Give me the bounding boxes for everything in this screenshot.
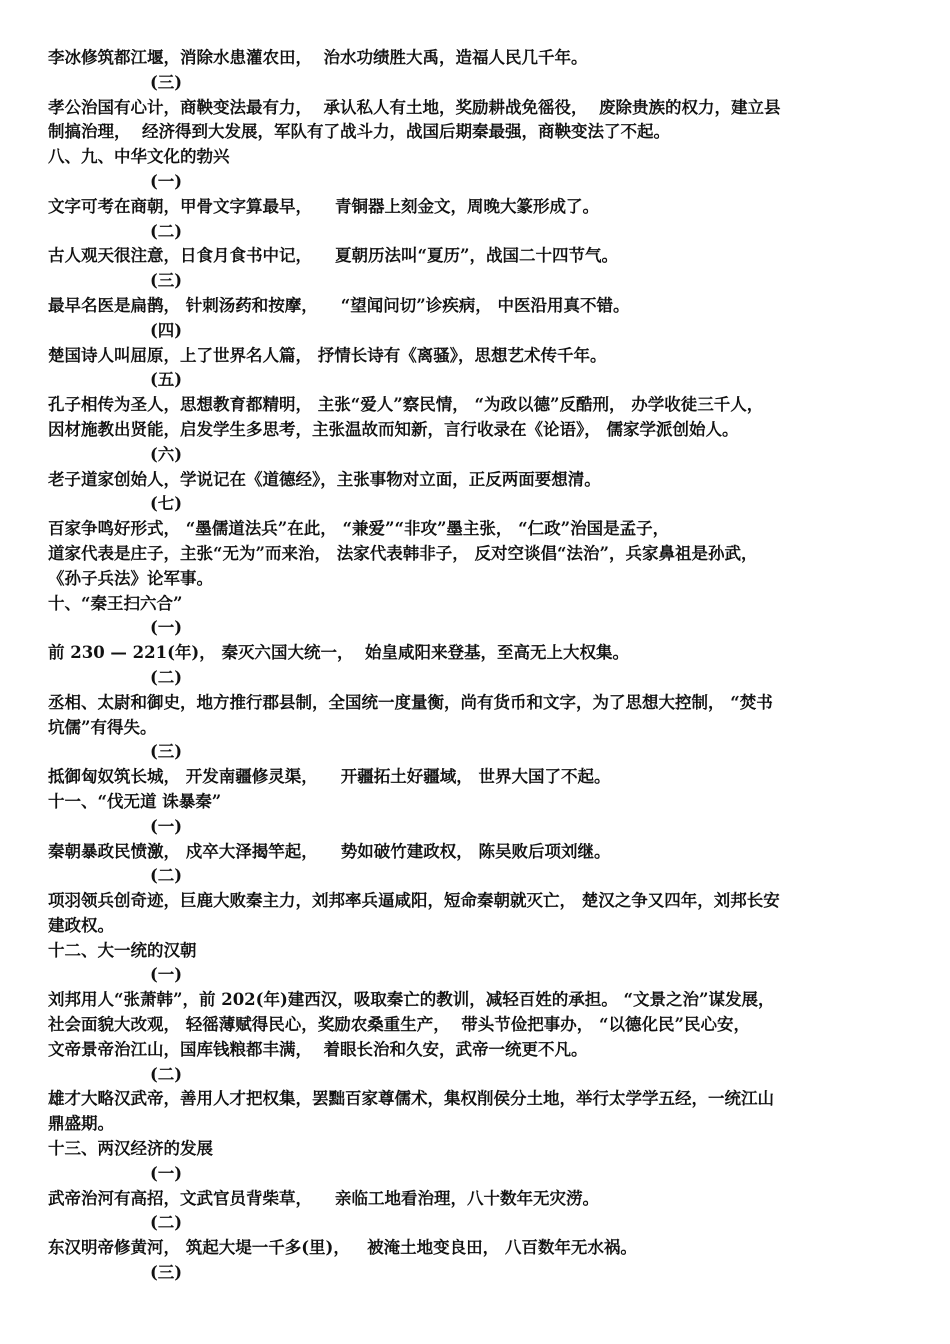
section-heading: 八、九、中华文化的勃兴 [48, 147, 230, 167]
text-line: 李冰修筑都江堰，消除水患灌农田， 治水功绩胜大禹，造福人民几千年。 [48, 48, 588, 67]
text-line: 坑儒”有得失。 [48, 717, 157, 737]
section-marker: (三) [150, 271, 183, 291]
section-marker: (三) [150, 1263, 183, 1283]
section-marker: (一) [150, 618, 183, 638]
text-line: 东汉明帝修黄河， 筑起大堤一千多(里)， 被淹土地变良田， 八百数年无水祸。 [48, 1238, 637, 1258]
section-marker: (七) [150, 494, 183, 514]
text-line: 雄才大略汉武帝，善用人才把权集，罢黜百家尊儒术，集权削侯分土地，举行太学学五经，一统江山 [48, 1089, 774, 1109]
text-line: 前 230 — 221(年)， 秦灭六国大统一， 始皇咸阳来登基，至高无上大权集。 [48, 643, 629, 663]
text-line: 项羽领兵创奇迹，巨鹿大败秦主力，刘邦率兵逼咸阳，短命秦朝就灭亡， 楚汉之争又四年，刘邦长安 [48, 891, 780, 911]
text-line: 孔子相传为圣人，思想教育都精明， 主张“爱人”察民情， “为政以德”反酷刑， 办学收徒三千人， [48, 395, 764, 415]
section-marker: (二) [150, 1213, 183, 1233]
section-marker: (二) [150, 866, 183, 886]
text-line: 文帝景帝治江山，国库钱粮都丰满， 着眼长治和久安，武帝一统更不凡。 [48, 1039, 588, 1059]
section-heading: 十二、大一统的汉朝 [48, 940, 197, 960]
section-marker: (一) [150, 816, 183, 836]
section-marker: (一) [150, 171, 183, 191]
text-line: 最早名医是扁鹊， 针刺汤药和按摩， “望闻问切”诊疾病， 中医沿用真不错。 [48, 295, 630, 315]
section-heading: 十一、“伐无道 诛暴秦” [48, 791, 222, 811]
section-marker: (三) [150, 742, 183, 762]
section-marker: (二) [150, 1064, 183, 1084]
section-marker: (五) [150, 370, 183, 390]
section-marker: (二) [150, 221, 183, 241]
text-line: 百家争鸣好形式， “墨儒道法兵”在此， “兼爱”“非攻”墨主张， “仁政”治国是孟子， [48, 519, 670, 539]
section-marker: (一) [150, 1163, 183, 1183]
text-line: 社会面貌大改观， 轻徭薄赋得民心，奖励农桑重生产， 带头节俭把事办， “以德化民”民心安， [48, 1015, 750, 1035]
text-line: 楚国诗人叫屈原，上了世界名人篇， 抒情长诗有《离骚》，思想艺术传千年。 [48, 345, 607, 365]
section-heading: 十三、两汉经济的发展 [48, 1139, 213, 1159]
text-line: 建政权。 [48, 915, 114, 935]
document-body [48, 46, 908, 1286]
section-marker: (三) [150, 72, 183, 92]
section-marker: (六) [150, 444, 183, 464]
text-line: 《孙子兵法》论军事。 [48, 568, 213, 588]
text-line: 武帝治河有高招，文武官员背柴草， 亲临工地看治理，八十数年无灾涝。 [48, 1188, 599, 1208]
text-line: 文字可考在商朝，甲骨文字算最早， 青铜器上刻金文，周晚大篆形成了。 [48, 196, 599, 216]
section-heading: 十、“秦王扫六合” [48, 593, 183, 613]
section-marker: (四) [150, 320, 183, 340]
text-line: 制搞治理， 经济得到大发展，军队有了战斗力，战国后期秦最强，商鞅变法了不起。 [48, 122, 670, 142]
text-line: 孝公治国有心计，商鞅变法最有力， 承认私人有土地，奖励耕战免徭役， 废除贵族的权力，建立县 [48, 97, 781, 117]
text-line: 道家代表是庄子，主张“无为”而来治， 法家代表韩非子， 反对空谈倡“法治”，兵家鼻祖是孙武， [48, 543, 758, 563]
section-marker: (一) [150, 965, 183, 985]
text-line: 刘邦用人“张萧韩”，前 202(年)建西汉，吸取秦亡的教训，减轻百姓的承担。 “文景之治”谋发展， [48, 990, 775, 1010]
text-line: 秦朝暴政民愤激， 戍卒大泽揭竿起， 势如破竹建政权， 陈吴败后项刘继。 [48, 841, 611, 861]
text-line: 抵御匈奴筑长城， 开发南疆修灵渠， 开疆拓土好疆域， 世界大国了不起。 [48, 767, 611, 787]
text-line: 鼎盛期。 [48, 1114, 114, 1134]
section-marker: (二) [150, 667, 183, 687]
text-line: 因材施教出贤能，启发学生多思考，主张温故而知新，言行收录在《论语》， 儒家学派创始人。 [48, 419, 739, 439]
text-line: 古人观天很注意，日食月食书中记， 夏朝历法叫“夏历”，战国二十四节气。 [48, 246, 618, 266]
text-line: 丞相、太尉和御史，地方推行郡县制，全国统一度量衡，尚有货币和文字，为了思想大控制， “焚书 [48, 692, 773, 712]
text-line: 老子道家创始人，学说记在《道德经》，主张事物对立面，正反两面要想清。 [48, 469, 601, 489]
